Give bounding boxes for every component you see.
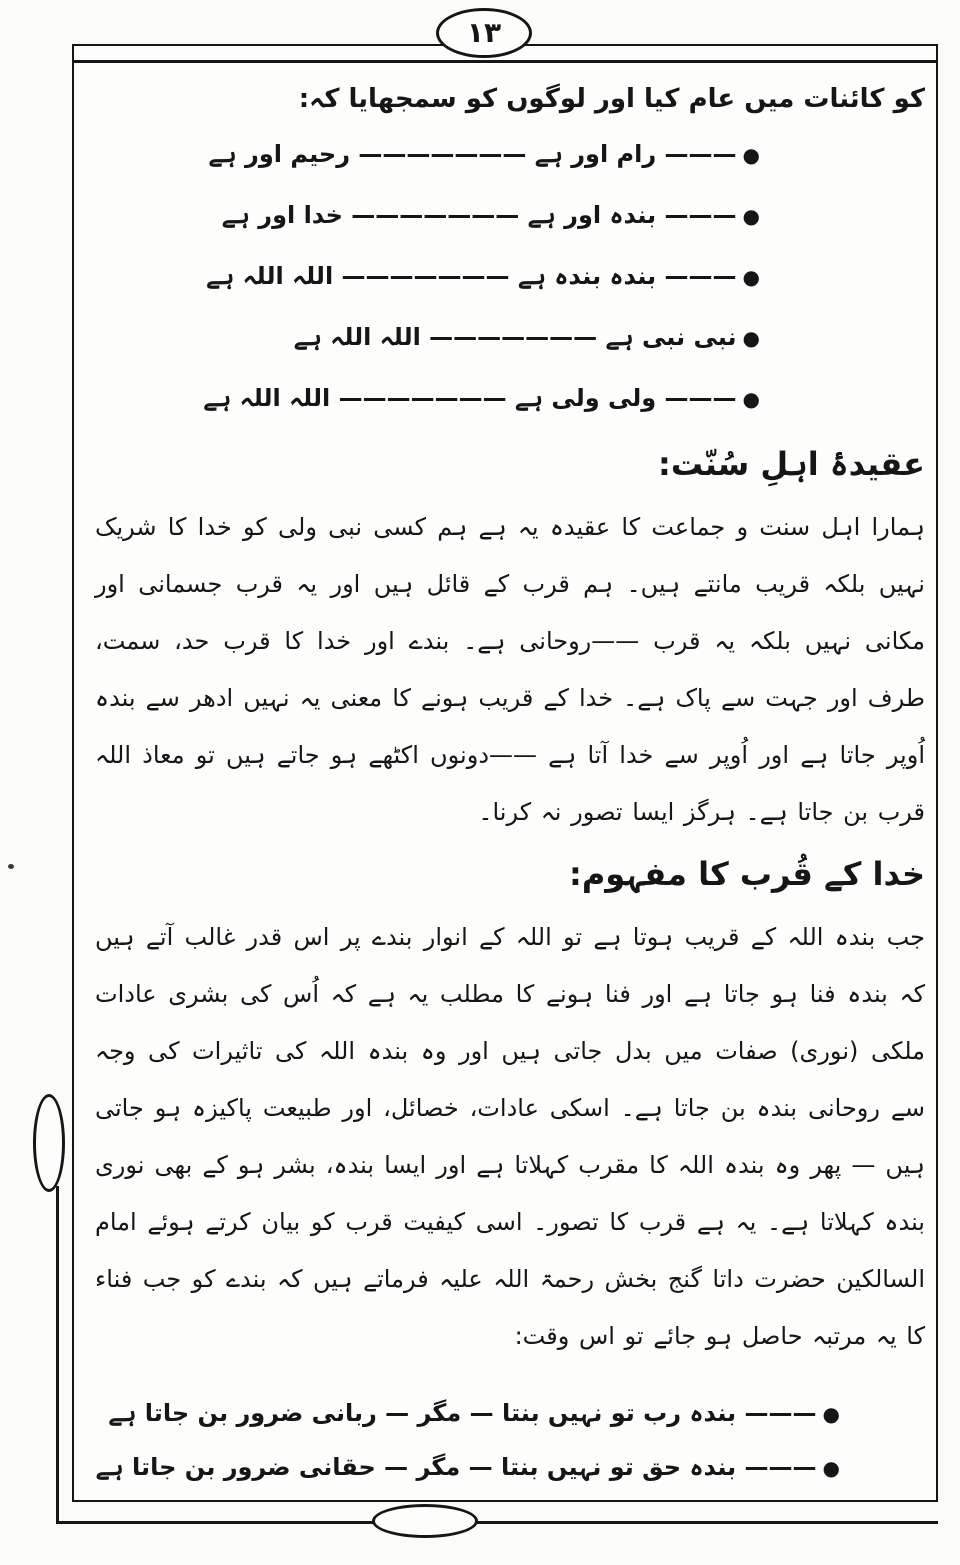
- heading-qurb-mafhoom: خدا کے قُرب کا مفہوم:: [569, 855, 925, 893]
- bottom-offset-line: [56, 1521, 938, 1524]
- page-content: [95, 78, 925, 1507]
- list-item: [95, 262, 760, 290]
- list-item: [95, 1399, 840, 1427]
- conclusion-list: [95, 1399, 925, 1481]
- left-ellipse-decoration: [33, 1094, 65, 1192]
- list-item: [95, 384, 760, 412]
- list-item-text: ——— بندہ رب تو نہیں بنتا — مگر — ربانی ضرور بن جاتا ہے: [108, 1399, 817, 1427]
- bullet-icon: ●: [742, 326, 760, 350]
- list-item: [95, 323, 760, 351]
- paragraph-qurb: جب بندہ اللہ کے قریب ہوتا ہے تو اللہ کے انوار بندے پر اس قدر غالب آتے ہیں کہ بندہ فنا ہو جاتا ہے اور فنا ہونے کا مطلب یہ ہے کہ اُس کی بشری عادات ملکی (نوری) صفات میں بدل جاتی ہیں اور وہ بندہ اللہ کی تاثیرات کی وجہ سے روحانی بندہ بن جاتا ہے۔ اسکی عادات، خصائل، اور طبیعت پاکیزہ ہو جاتی ہیں — پھر وہ بندہ اللہ کا مقرب کہلاتا ہے اور ایسا بندہ، بشر ہو کے بھی نوری بندہ کہلاتا ہے۔ یہ ہے قرب کا تصور۔ اسی کیفیت قرب کو بیان کرتے ہوئے امام السالکین حضرت داتا گنج بخش رحمۃ اللہ علیہ فرماتے ہیں کہ بندے کو جب فناء کا یہ مرتبہ حاصل ہو جائے تو اس وقت:: [95, 923, 925, 1350]
- equivalence-list: [95, 140, 925, 412]
- bullet-icon: ●: [822, 1402, 840, 1426]
- left-offset-line: [56, 1186, 59, 1524]
- page-number-oval: [436, 8, 532, 58]
- list-item-text: نبی نبی ہے ——————— اللہ اللہ ہے: [293, 323, 737, 351]
- bullet-icon: ●: [822, 1456, 840, 1480]
- list-item-text: ——— ولی ولی ہے ——————— اللہ اللہ ہے: [203, 384, 737, 412]
- list-item-text: ——— بندہ بندہ ہے ——————— اللہ اللہ ہے: [206, 262, 737, 290]
- bullet-icon: ●: [742, 204, 760, 228]
- bullet-icon: ●: [742, 265, 760, 289]
- list-item-text: ——— بندہ اور ہے ——————— خدا اور ہے: [221, 201, 737, 229]
- page-number: ۱۳: [466, 16, 502, 49]
- bullet-icon: ●: [742, 143, 760, 167]
- list-item-text: ——— رام اور ہے ——————— رحیم اور ہے: [208, 140, 737, 168]
- list-item-text: ——— بندہ حق تو نہیں بنتا — مگر — حقانی ضرور بن جاتا ہے: [95, 1453, 817, 1481]
- list-item: [95, 140, 760, 168]
- scan-speck: [8, 864, 14, 869]
- paragraph-aqeedah: ہمارا اہل سنت و جماعت کا عقیدہ یہ ہے ہم کسی نبی ولی کو خدا کا شریک نہیں بلکہ قریب مانتے ہیں۔ ہم قرب کے قائل ہیں اور یہ قرب جسمانی اور مکانی نہیں بلکہ یہ قرب ——روحانی ہے۔ بندے اور خدا کا قرب حد، سمت، طرف اور جہت سے پاک ہے۔ خدا کے قریب ہونے کا معنی یہ نہیں ادھر سے بندہ اُوپر جاتا ہے اور اُوپر سے خدا آتا ہے ——دونوں اکٹھے ہو جاتے ہیں تو معاذ اللہ قرب بن جاتا ہے۔ ہرگز ایسا تصور نہ کرنا۔: [95, 513, 925, 826]
- bullet-icon: ●: [742, 387, 760, 411]
- list-item: [95, 1453, 840, 1481]
- heading-aqeedah-ahle-sunnat: عقیدۂ اہلِ سُنّت:: [658, 445, 925, 483]
- top-border-inner-line: [74, 60, 936, 63]
- bottom-ellipse-decoration: [372, 1504, 478, 1538]
- list-item: [95, 201, 760, 229]
- intro-line: کو کائنات میں عام کیا اور لوگوں کو سمجھایا کہ:: [298, 84, 925, 114]
